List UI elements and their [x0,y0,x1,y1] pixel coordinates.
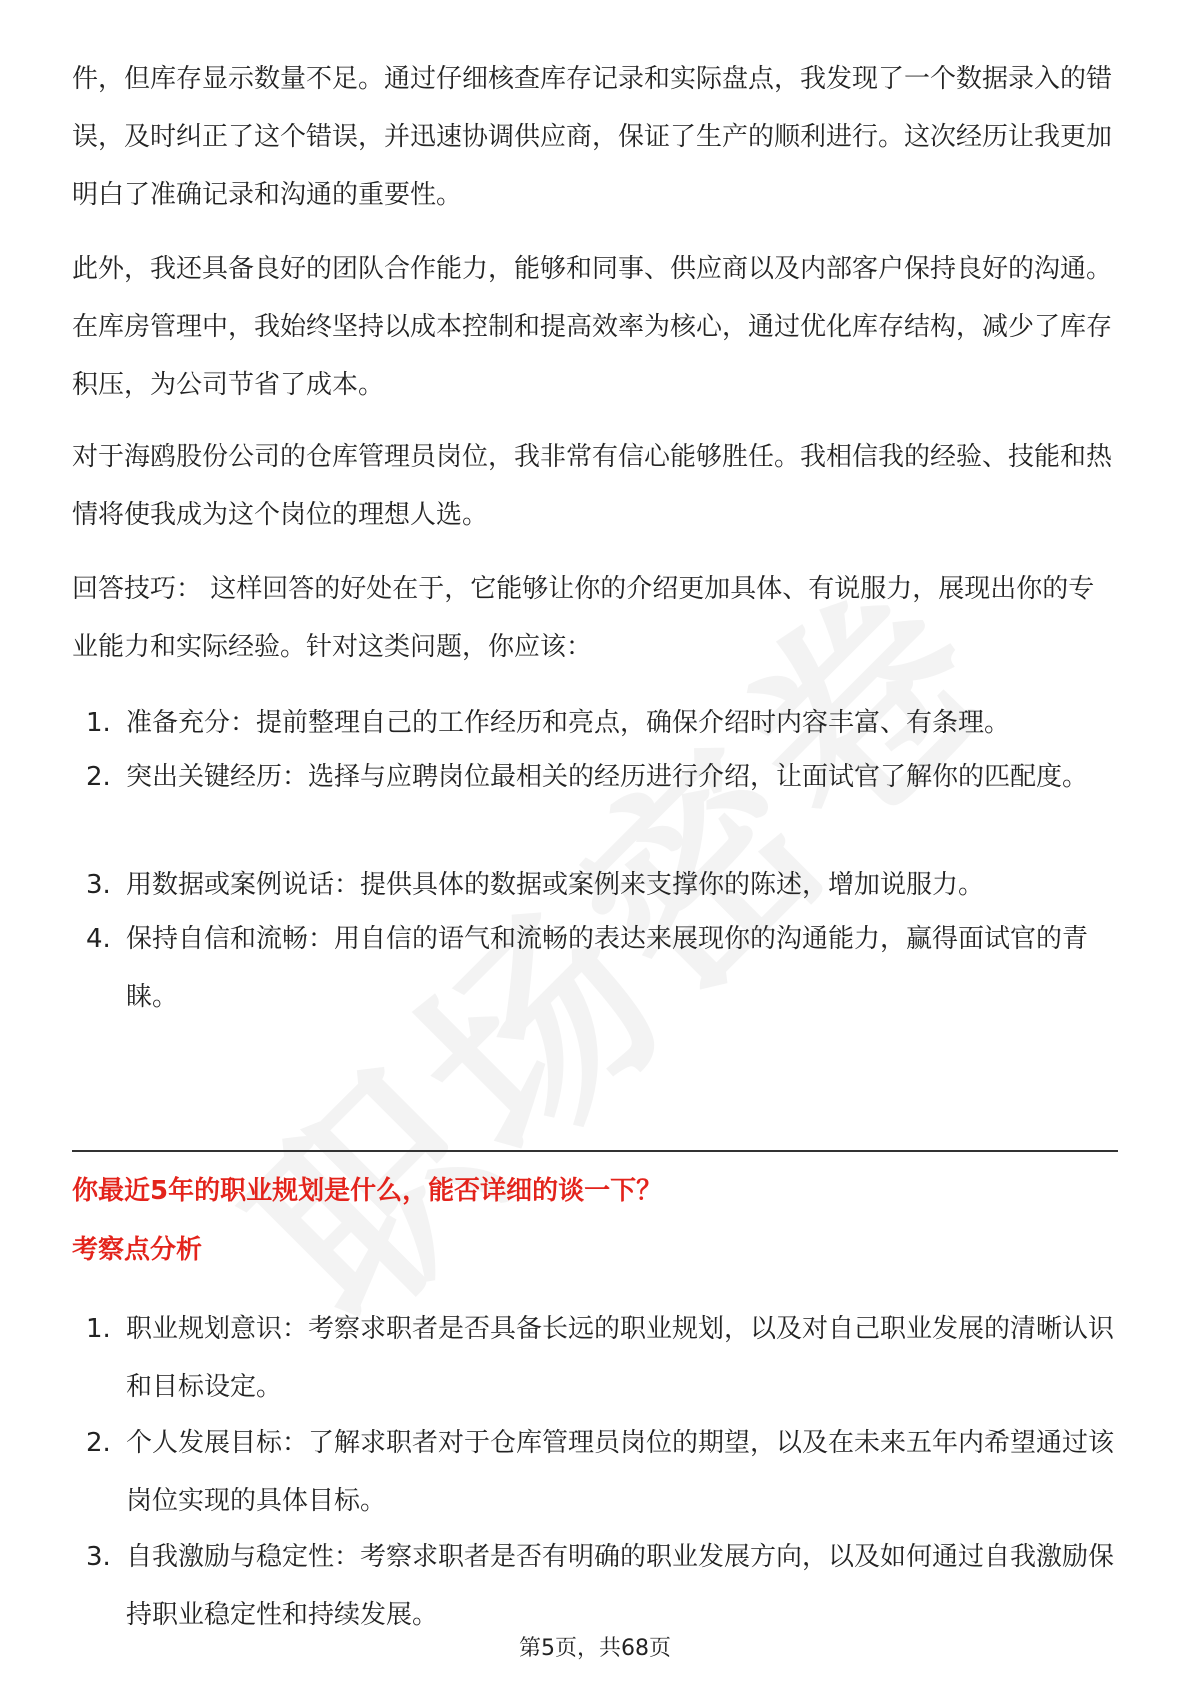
paragraph-confidence: 对于海鸥股份公司的仓库管理员岗位，我非常有信心能够胜任。我相信我的经验、技能和热情将使我成为这个岗位的理想人选。 [72,442,1113,530]
list-text: 准备充分：提前整理自己的工作经历和亮点，确保介绍时内容丰富、有条理。 [126,708,1011,738]
page-footer: 第5页，共68页 [519,1636,671,1661]
list-number: 2. [86,1428,111,1458]
list-number: 2. [86,762,111,792]
list-number: 3. [86,870,111,900]
list-text: 自我激励与稳定性：考察求职者是否有明确的职业发展方向，以及如何通过自我激励保持职业稳定性和持续发展。 [126,1542,1115,1630]
list-number: 4. [86,924,111,954]
section-divider [72,1150,1118,1152]
list-text: 职业规划意识：考察求职者是否具备长远的职业规划，以及对自己职业发展的清晰认识和目标设定。 [126,1314,1115,1402]
paragraph-teamwork: 此外，我还具备良好的团队合作能力，能够和同事、供应商以及内部客户保持良好的沟通。在库房管理中，我始终坚持以成本控制和提高效率为核心，通过优化库存结构，减少了库存积压，为公司节省了成本。 [72,254,1113,400]
list-number: 1. [86,1314,111,1344]
list-text: 个人发展目标：了解求职者对于仓库管理员岗位的期望，以及在未来五年内希望通过该岗位实现的具体目标。 [126,1428,1115,1516]
paragraph-experience: 件，但库存显示数量不足。通过仔细核查库存记录和实际盘点，我发现了一个数据录入的错误，及时纠正了这个错误，并迅速协调供应商，保证了生产的顺利进行。这次经历让我更加明白了准确记录和沟通的重要性。 [72,64,1113,210]
list-number: 3. [86,1542,111,1572]
list-text: 用数据或案例说话：提供具体的数据或案例来支撑你的陈述，增加说服力。 [126,870,985,900]
list-text: 保持自信和流畅：用自信的语气和流畅的表达来展现你的沟通能力，赢得面试官的青睐。 [126,924,1089,1012]
list-number: 1. [86,708,111,738]
analysis-heading: 考察点分析 [72,1235,203,1265]
question-heading: 你最近5年的职业规划是什么，能否详细的谈一下？ [72,1176,663,1206]
paragraph-answer-tips: 回答技巧： 这样回答的好处在于，它能够让你的介绍更加具体、有说服力，展现出你的专业能力和实际经验。针对这类问题，你应该： [72,574,1095,662]
list-text: 突出关键经历：选择与应聘岗位最相关的经历进行介绍，让面试官了解你的匹配度。 [126,762,1089,792]
